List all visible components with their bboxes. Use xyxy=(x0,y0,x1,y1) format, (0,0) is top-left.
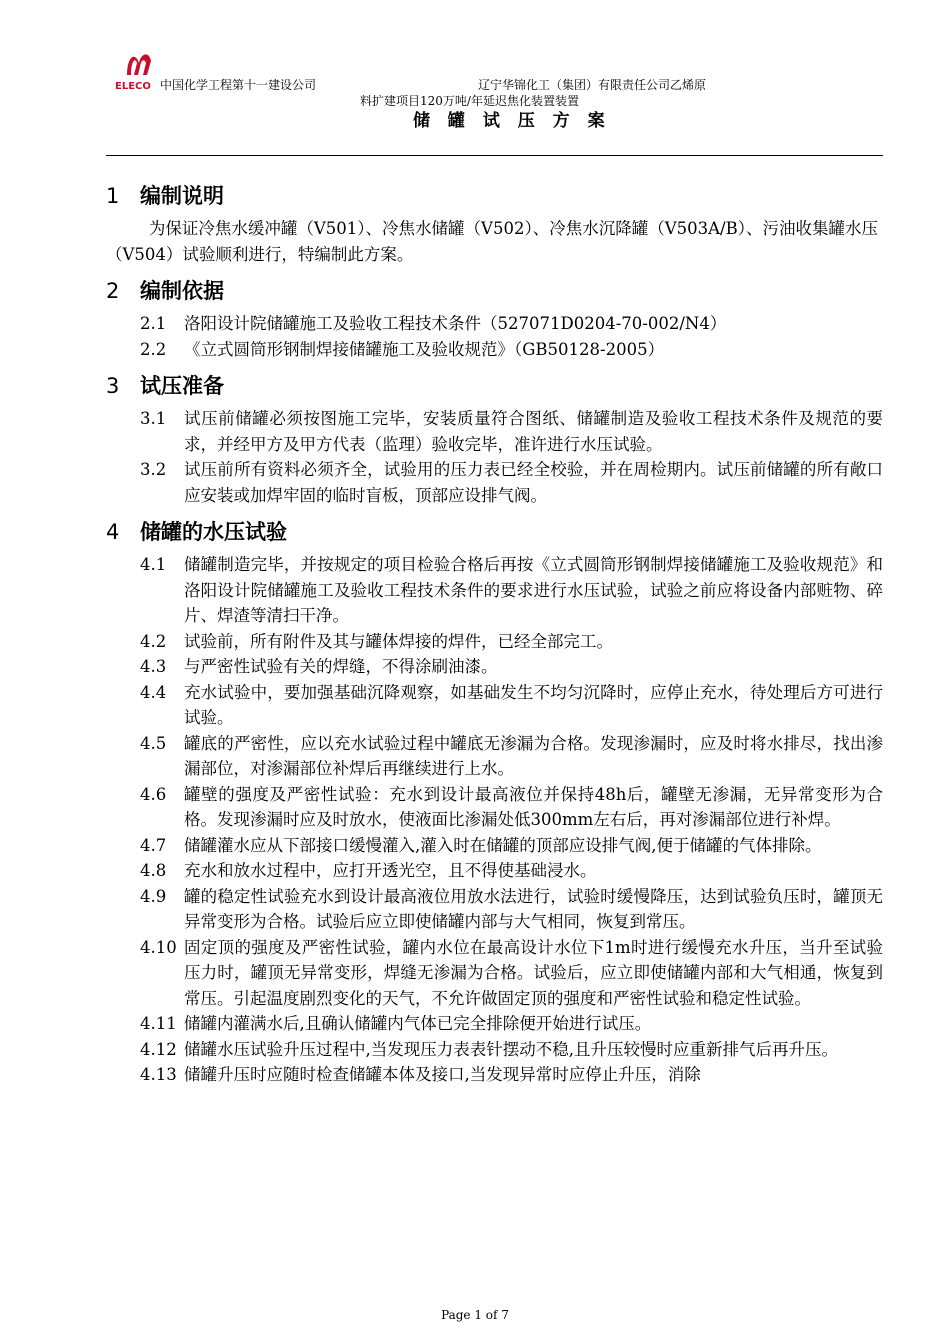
item-text: 充水试验中，要加强基础沉降观察，如基础发生不均匀沉降时，应停止充水，待处理后方可进行试验。 xyxy=(184,682,883,727)
logo-text: ELECO xyxy=(115,81,151,92)
list-item xyxy=(106,654,883,680)
item-text: 罐底的严密性，应以充水试验过程中罐底无渗漏为合格。发现渗漏时，应及时将水排尽，找出渗漏部位，对渗漏部位补焊后再继续进行上水。 xyxy=(184,733,883,778)
list-item xyxy=(106,629,883,655)
item-text: 罐的稳定性试验充水到设计最高液位用放水法进行，试验时缓慢降压，达到试验负压时，罐顶无异常变形为合格。试验后应立即使储罐内部与大气相同，恢复到常压。 xyxy=(184,886,883,931)
item-text: 储罐灌水应从下部接口缓慢灌入,灌入时在储罐的顶部应设排气阀,便于储罐的气体排除。 xyxy=(184,835,822,855)
section-title: 编制说明 xyxy=(140,184,224,208)
list-item xyxy=(106,833,883,859)
section-heading-2 xyxy=(106,271,883,311)
page-header xyxy=(0,0,950,160)
item-number: 2.1 xyxy=(140,314,167,333)
list-item xyxy=(106,884,883,935)
list-item xyxy=(106,406,883,457)
section-title: 试压准备 xyxy=(140,374,224,398)
list-item xyxy=(106,552,883,629)
item-text: 与严密性试验有关的焊缝，不得涂刷油漆。 xyxy=(184,657,498,676)
item-text: 试验前，所有附件及其与罐体焊接的焊件，已经全部完工。 xyxy=(184,631,613,651)
section-number: 3 xyxy=(106,374,120,398)
list-item xyxy=(106,731,883,782)
document-title: 储 罐 试 压 方 案 xyxy=(413,111,611,131)
item-number: 2.2 xyxy=(140,339,167,359)
item-number: 4.11 xyxy=(140,1014,177,1033)
section-heading-3 xyxy=(106,366,883,406)
item-number: 3.2 xyxy=(140,460,167,479)
item-text: 充水和放水过程中，应打开透光空，且不得使基础浸水。 xyxy=(184,861,597,880)
section-title: 编制依据 xyxy=(140,279,224,303)
list-item xyxy=(106,680,883,731)
item-text: 试压前储罐必须按图施工完毕，安装质量符合图纸、储罐制造及验收工程技术条件及规范的要求，并经甲方及甲方代表（监理）验收完毕，准许进行水压试验。 xyxy=(184,409,883,454)
list-item xyxy=(106,1011,883,1037)
eleco-logo-icon xyxy=(113,45,163,95)
item-number: 4.10 xyxy=(140,937,177,957)
page-number: Page 1 of 7 xyxy=(441,1308,509,1322)
list-item xyxy=(106,311,883,337)
item-number: 4.12 xyxy=(140,1039,177,1059)
section-number: 1 xyxy=(106,184,120,208)
item-text: 洛阳设计院储罐施工及验收工程技术条件（527071D0204-70-002/N4） xyxy=(184,314,727,333)
item-number: 4.3 xyxy=(140,657,167,676)
item-number: 3.1 xyxy=(140,409,167,428)
list-item xyxy=(106,858,883,884)
item-text: 储罐升压时应随时检查储罐本体及接口,当发现异常时应停止升压，消除 xyxy=(184,1065,701,1084)
section-title: 储罐的水压试验 xyxy=(140,520,287,544)
item-number: 4.9 xyxy=(140,886,167,906)
item-number: 4.8 xyxy=(140,861,167,880)
list-item xyxy=(106,1037,883,1063)
section-heading-1 xyxy=(106,176,883,216)
document-body xyxy=(106,172,883,1088)
header-divider xyxy=(106,155,883,156)
item-number: 4.6 xyxy=(140,784,167,804)
item-text: 罐壁的强度及严密性试验：充水到设计最高液位并保持48h后，罐壁无渗漏，无异常变形为合格。发现渗漏时应及时放水，使液面比渗漏处低300mm左右后，再对渗漏部位进行补焊。 xyxy=(184,784,883,829)
list-item xyxy=(106,782,883,833)
item-text: 储罐内灌满水后,且确认储罐内气体已完全排除便开始进行试压。 xyxy=(184,1014,652,1033)
item-text: 储罐水压试验升压过程中,当发现压力表表针摆动不稳,且升压较慢时应重新排气后再升压。 xyxy=(184,1039,838,1059)
item-text: 固定顶的强度及严密性试验，罐内水位在最高设计水位下1m时进行缓慢充水升压，当升至试验压力时，罐顶无异常变形，焊缝无渗漏为合格。试验后，应立即使储罐内部和大气相通，恢复到常压。引起温度剧烈变化的天气，不允许做固定顶的强度和严密性试验和稳定性试验。 xyxy=(184,937,883,1008)
item-number: 4.5 xyxy=(140,733,167,753)
item-number: 4.13 xyxy=(140,1065,177,1084)
contractor-name: 中国化学工程第十一建设公司 xyxy=(160,78,317,92)
client-name: 辽宁华锦化工（集团）有限责任公司乙烯原 xyxy=(478,78,707,92)
item-text: 试压前所有资料必须齐全，试验用的压力表已经全校验，并在周检期内。试压前储罐的所有敞口应安装或加焊牢固的临时盲板，顶部应设排气阀。 xyxy=(184,460,883,505)
section-number: 2 xyxy=(106,279,120,303)
item-number: 4.2 xyxy=(140,631,167,651)
item-number: 4.1 xyxy=(140,555,167,574)
project-name: 料扩建项目120万吨/年延迟焦化装置装置 xyxy=(360,94,579,108)
section-number: 4 xyxy=(106,520,120,544)
list-item xyxy=(106,935,883,1012)
item-text: 储罐制造完毕，并按规定的项目检验合格后再按《立式圆筒形钢制焊接储罐施工及验收规范》和洛阳设计院储罐施工及验收工程技术条件的要求进行水压试验，试验之前应将设备内部赃物、碎片、焊渣等清扫干净。 xyxy=(184,555,883,625)
list-item xyxy=(106,337,883,363)
list-item xyxy=(106,1062,883,1088)
item-number: 4.7 xyxy=(140,835,167,855)
item-number: 4.4 xyxy=(140,682,167,702)
section-1-paragraph: 为保证冷焦水缓冲罐（V501）、冷焦水储罐（V502）、冷焦水沉降罐（V503A/B）、污油收集罐水压（V504）试验顺利进行，特编制此方案。 xyxy=(106,219,878,264)
list-item xyxy=(106,457,883,508)
section-heading-4 xyxy=(106,512,883,552)
item-text: 《立式圆筒形钢制焊接储罐施工及验收规范》（GB50128-2005） xyxy=(184,339,665,359)
